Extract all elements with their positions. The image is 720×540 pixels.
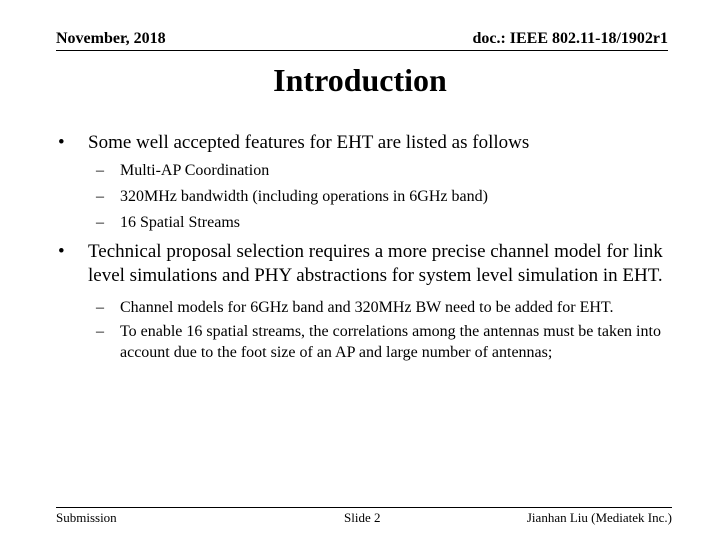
bullet-item xyxy=(58,240,678,288)
slide-content xyxy=(58,131,678,363)
sub-bullet-text: Multi-AP Coordination xyxy=(120,162,270,179)
sub-bullet-item xyxy=(58,159,678,182)
bullet-marker: • xyxy=(58,132,65,153)
sub-bullet-marker: – xyxy=(96,323,104,340)
sub-bullet-marker: – xyxy=(96,299,104,316)
slide-footer xyxy=(56,507,672,528)
footer-slide-number: Slide 2 xyxy=(344,510,381,525)
sub-bullet-text: To enable 16 spatial streams, the correlations among the antennas must be taken into account due to the foot size of an AP and large number of antennas; xyxy=(120,323,661,361)
sub-bullet-item xyxy=(58,321,678,363)
header-date: November, 2018 xyxy=(56,30,166,47)
sub-bullet-marker: – xyxy=(96,162,104,179)
footer-author: Jianhan Liu (Mediatek Inc.) xyxy=(526,510,672,525)
bullet-text: Technical proposal selection requires a more precise channel model for link level simulations and PHY abstractions for system level simulation in EHT. xyxy=(88,241,663,286)
sub-bullet-item xyxy=(58,297,678,318)
sub-bullet-text: 320MHz bandwidth (including operations in 6GHz band) xyxy=(120,188,488,205)
sub-bullet-item xyxy=(58,185,678,208)
slide-title: Introduction xyxy=(273,62,447,98)
sub-bullet-text: 16 Spatial Streams xyxy=(120,214,240,231)
sub-bullet-marker: – xyxy=(96,188,104,205)
bullet-item xyxy=(58,131,678,155)
bullet-marker: • xyxy=(58,241,65,262)
header-doc-id: doc.: IEEE 802.11-18/1902r1 xyxy=(472,30,668,47)
footer-submission: Submission xyxy=(56,510,117,525)
sub-bullet-item xyxy=(58,211,678,234)
sub-bullet-text: Channel models for 6GHz band and 320MHz BW need to be added for EHT. xyxy=(120,299,614,316)
slide-header xyxy=(56,28,668,51)
sub-bullet-marker: – xyxy=(96,214,104,231)
bullet-text: Some well accepted features for EHT are listed as follows xyxy=(88,132,530,153)
